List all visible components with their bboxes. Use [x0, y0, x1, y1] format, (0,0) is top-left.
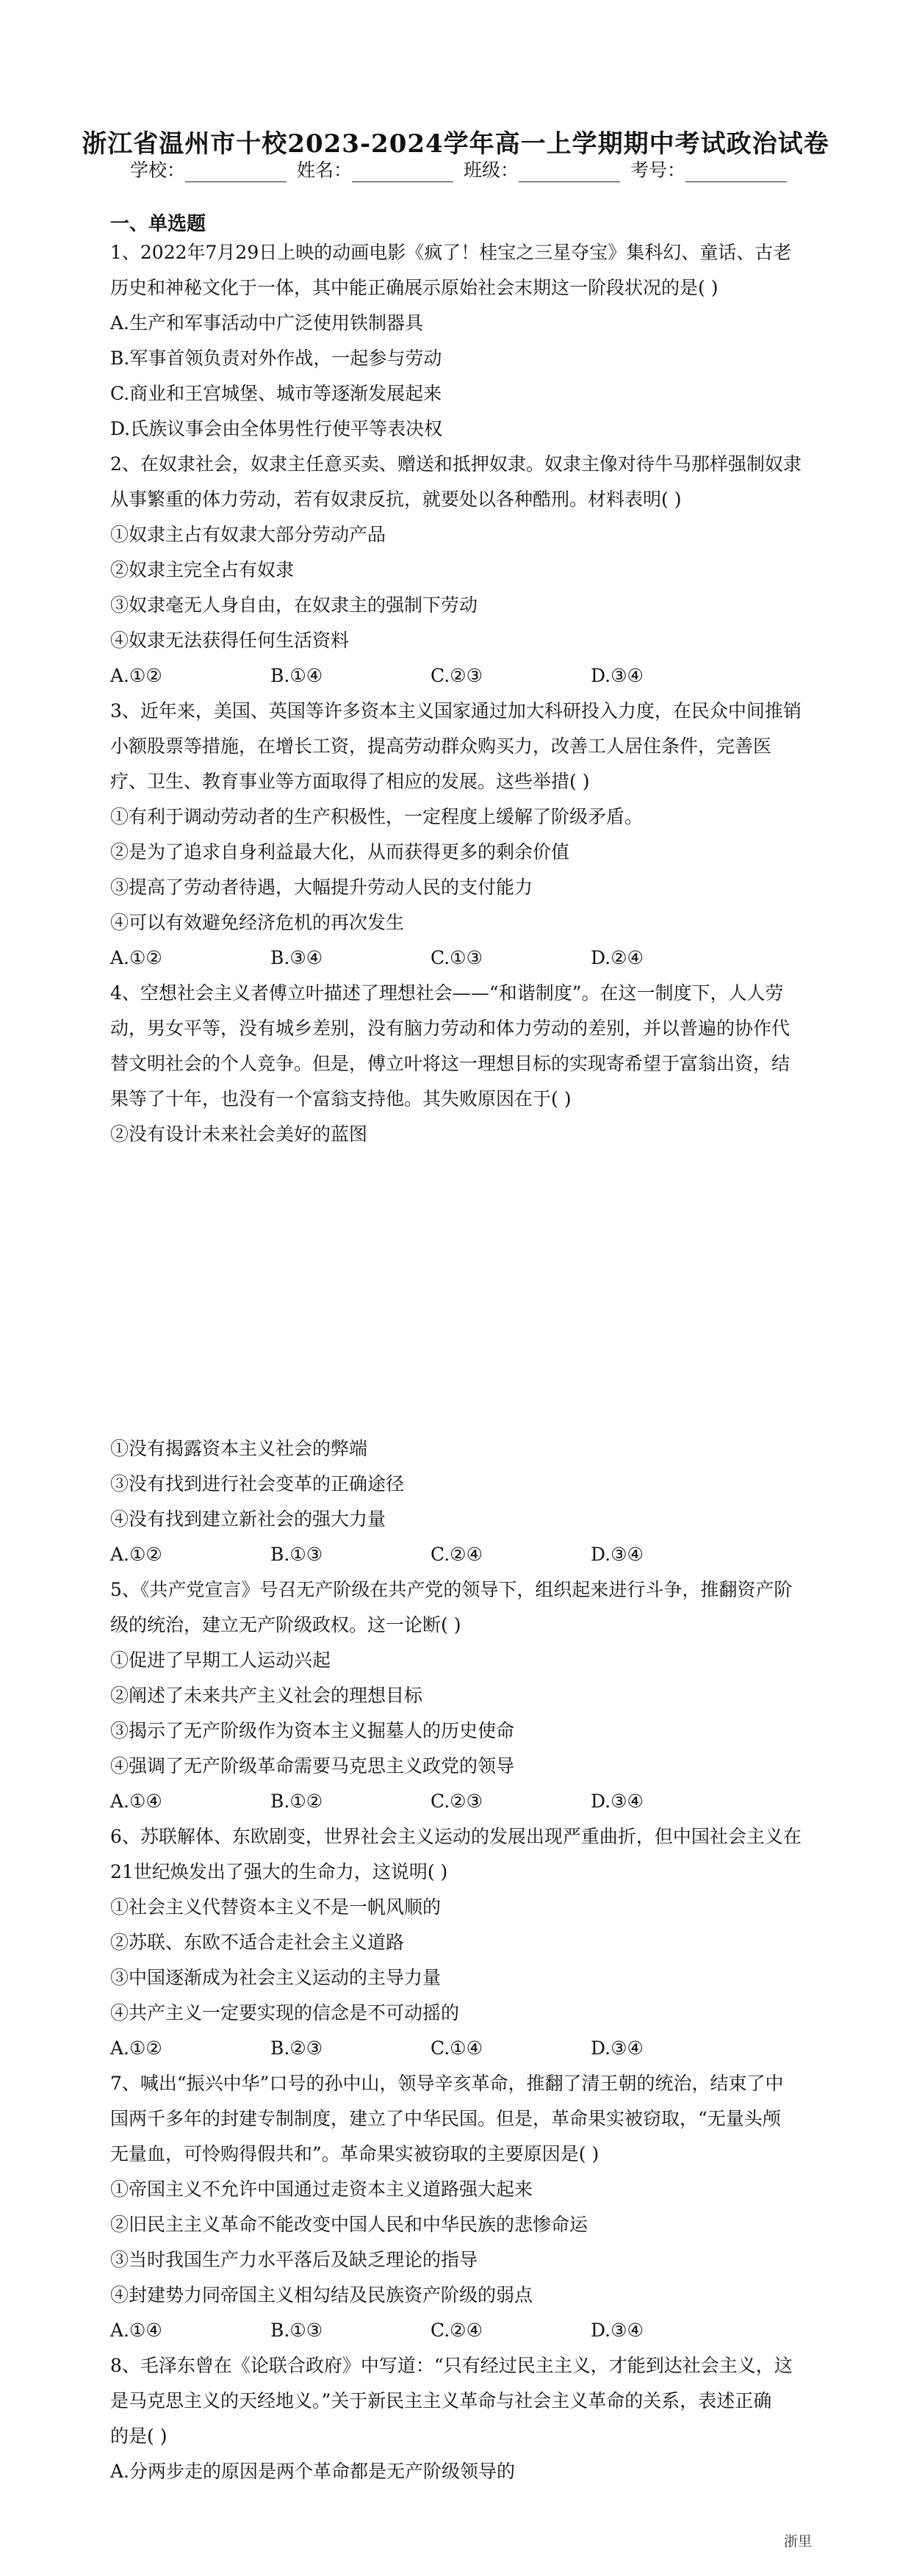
statement-item: ①帝国主义不允许中国通过走资本主义道路强大起来 [110, 2179, 533, 2200]
question-stem-line: 7、喊出“振兴中华”口号的孙中山，领导辛亥革命，推翻了清王朝的统治，结束了中 [110, 2073, 784, 2094]
statement-item: ③没有找到进行社会变革的正确途径 [110, 1473, 405, 1494]
answer-option: D.③④ [591, 2037, 644, 2059]
answer-option: A.①④ [110, 2320, 162, 2341]
answer-option: B.①③ [270, 2320, 323, 2341]
statement-item: ④奴隶无法获得任何生活资料 [110, 630, 350, 651]
answer-option: B.①③ [270, 1544, 323, 1565]
statement-item: B.军事首领负责对外作战，一起参与劳动 [110, 348, 442, 369]
statement-item: ④共产主义一定要实现的信念是不可动摇的 [110, 2002, 460, 2023]
question-block [110, 976, 804, 1572]
question-stem-line: 6、苏联解体、东欧剧变，世界社会主义运动的发展出现严重曲折，但中国社会主义在 [110, 1826, 802, 1847]
question-stem-line: 果等了十年，也没有一个富翁支持他。其失败原因在于( ) [110, 1088, 572, 1109]
statement-item: D.氏族议事会由全体男性行使平等表决权 [110, 418, 443, 439]
answer-option: C.①④ [431, 2037, 483, 2059]
question-stem-line: 21世纪焕发出了强大的生命力，这说明( ) [110, 1861, 448, 1882]
school-label: 学校： [130, 159, 186, 181]
question-stem-line: 替文明社会的个人竞争。但是，傅立叶将这一理想目标的实现寄希望于富翁出资，结 [110, 1053, 791, 1074]
question-stem-line: 级的统治，建立无产阶级政权。这一论断( ) [110, 1614, 461, 1636]
question-stem-line: 的是( ) [110, 2425, 168, 2447]
question-stem-line: 3、近年来，美国、英国等许多资本主义国家通过加大科研投入力度，在民众中间推销 [110, 700, 802, 722]
name-blank [352, 164, 453, 182]
blank-space [110, 1152, 804, 1431]
statement-item: ③提高了劳动者待遇，大幅提升劳动人民的支付能力 [110, 877, 533, 898]
answer-option: C.②④ [431, 2320, 483, 2341]
answer-option: D.③④ [591, 665, 644, 686]
answer-option: D.③④ [591, 1544, 644, 1565]
question-stem-line: 动，男女平等，没有城乡差别，没有脑力劳动和体力劳动的差别，并以普遍的协作代 [110, 1018, 791, 1039]
question-block [110, 2348, 804, 2489]
answer-option: C.②③ [431, 665, 483, 686]
statement-item: ④强调了无产阶级革命需要马克思主义政党的领导 [110, 1755, 515, 1777]
statement-item: A.分两步走的原因是两个革命都是无产阶级领导的 [110, 2461, 516, 2482]
question-block [110, 447, 804, 694]
statement-item: ①奴隶主占有奴隶大部分劳动产品 [110, 524, 386, 545]
statement-item: C.商业和王宫城堡、城市等逐渐发展起来 [110, 383, 442, 404]
section-heading: 一、单选题 [110, 213, 206, 235]
statement-item: ②阐述了未来共产主义社会的理想目标 [110, 1685, 423, 1706]
question-stem-line: 小额股票等措施，在增长工资，提高劳动群众购买力，改善工人居住条件，完善医 [110, 735, 772, 757]
question-stem-line: 2、在奴隶社会，奴隶主任意买卖、赠送和抵押奴隶。奴隶主像对待牛马那样强制奴隶 [110, 453, 802, 475]
answer-option: A.①② [110, 1544, 162, 1565]
question-block [110, 2066, 804, 2348]
statement-item: ③中国逐渐成为社会主义运动的主导力量 [110, 1967, 442, 1988]
answer-option: B.①④ [270, 665, 323, 686]
statement-item: ①没有揭露资本主义社会的弊端 [110, 1438, 368, 1459]
statement-item: ②奴隶主完全占有奴隶 [110, 559, 295, 580]
statement-item: A.生产和军事活动中广泛使用铁制器具 [110, 312, 424, 334]
answer-option: B.①② [270, 1791, 323, 1812]
question-block [110, 694, 804, 976]
exam-no-label: 考号： [630, 159, 685, 181]
questions-list [110, 235, 804, 2489]
question-stem-line: 是马克思主义的天经地义。”关于新民主主义革命与社会主义革命的关系，表述正确 [110, 2390, 772, 2411]
answer-option: C.②③ [431, 1791, 483, 1812]
question-stem-line: 国两千多年的封建专制制度，建立了中华民国。但是，革命果实被窃取，“无量头颅 [110, 2108, 781, 2129]
statement-item: ③当时我国生产力水平落后及缺乏理论的指导 [110, 2249, 478, 2270]
question-block [110, 1572, 804, 1819]
name-label: 姓名： [297, 159, 353, 181]
answer-option: D.③④ [591, 1791, 644, 1812]
answer-options-row [110, 940, 804, 976]
statement-item: ①社会主义代替资本主义不是一帆风顺的 [110, 1896, 442, 1918]
student-info-line [0, 156, 911, 182]
question-block [110, 235, 804, 447]
statement-item: ②旧民主主义革命不能改变中国人民和中华民族的悲惨命运 [110, 2214, 588, 2235]
question-stem-line: 4、空想社会主义者傅立叶描述了理想社会——“和谐制度”。在这一制度下，人人劳 [110, 982, 784, 1004]
answer-option: C.①③ [431, 947, 483, 968]
answer-option: D.②④ [591, 947, 644, 968]
question-stem-line: 历史和神秘文化于一体，其中能正确展示原始社会末期这一阶段状况的是( ) [110, 277, 719, 298]
statement-item: ③揭示了无产阶级作为资本主义掘墓人的历史使命 [110, 1720, 515, 1741]
answer-option: A.①② [110, 2037, 162, 2059]
exam-title: 浙江省温州市十校2023-2024学年高一上学期期中考试政治试卷 [82, 129, 829, 159]
answer-option: B.③④ [270, 947, 323, 968]
school-blank [185, 164, 287, 182]
answer-options-row [110, 1537, 804, 1572]
question-block [110, 1819, 804, 2066]
question-stem-line: 8、毛泽东曾在《论联合政府》中写道：“只有经过民主主义，才能到达社会主义，这 [110, 2355, 793, 2376]
question-stem-line: 1、2022年7月29日上映的动画电影《疯了！桂宝之三星夺宝》集科幻、童话、古老 [110, 242, 792, 263]
statement-item: ②苏联、东欧不适合走社会主义道路 [110, 1932, 405, 1953]
statement-item: ④封建势力同帝国主义相勾结及民族资产阶级的弱点 [110, 2284, 533, 2306]
statement-item: ④没有找到建立新社会的强大力量 [110, 1508, 386, 1530]
answer-option: D.③④ [591, 2320, 644, 2341]
statement-item: ②是为了追求自身利益最大化，从而获得更多的剩余价值 [110, 841, 570, 863]
answer-options-row [110, 658, 804, 694]
answer-option: A.①② [110, 665, 162, 686]
class-label: 班级： [463, 159, 519, 181]
answer-option: A.①④ [110, 1791, 162, 1812]
statement-item: ④可以有效避免经济危机的再次发生 [110, 912, 405, 933]
class-blank [519, 164, 620, 182]
statement-item: ①促进了早期工人运动兴起 [110, 1649, 331, 1671]
answer-option: A.①② [110, 947, 162, 968]
statement-item: ③奴隶毫无人身自由，在奴隶主的强制下劳动 [110, 594, 478, 616]
footer-mark: 浙里 [783, 2533, 812, 2550]
statement-item: ②没有设计未来社会美好的蓝图 [110, 1123, 368, 1145]
answer-options-row [110, 2313, 804, 2348]
exam-no-blank [685, 164, 787, 182]
question-stem-line: 无量血，可怜购得假共和”。革命果实被窃取的主要原因是( ) [110, 2143, 599, 2165]
statement-item: ①有利于调动劳动者的生产积极性，一定程度上缓解了阶级矛盾。 [110, 806, 644, 827]
question-stem-line: 从事繁重的体力劳动，若有奴隶反抗，就要处以各种酷刑。材料表明( ) [110, 489, 682, 510]
question-stem-line: 5、《共产党宣言》号召无产阶级在共产党的领导下，组织起来进行斗争，推翻资产阶 [110, 1579, 793, 1600]
question-stem-line: 疗、卫生、教育事业等方面取得了相应的发展。这些举措( ) [110, 771, 590, 792]
answer-options-row [110, 2031, 804, 2066]
answer-option: C.②④ [431, 1544, 483, 1565]
answer-option: B.②③ [270, 2037, 323, 2059]
answer-options-row [110, 1784, 804, 1819]
